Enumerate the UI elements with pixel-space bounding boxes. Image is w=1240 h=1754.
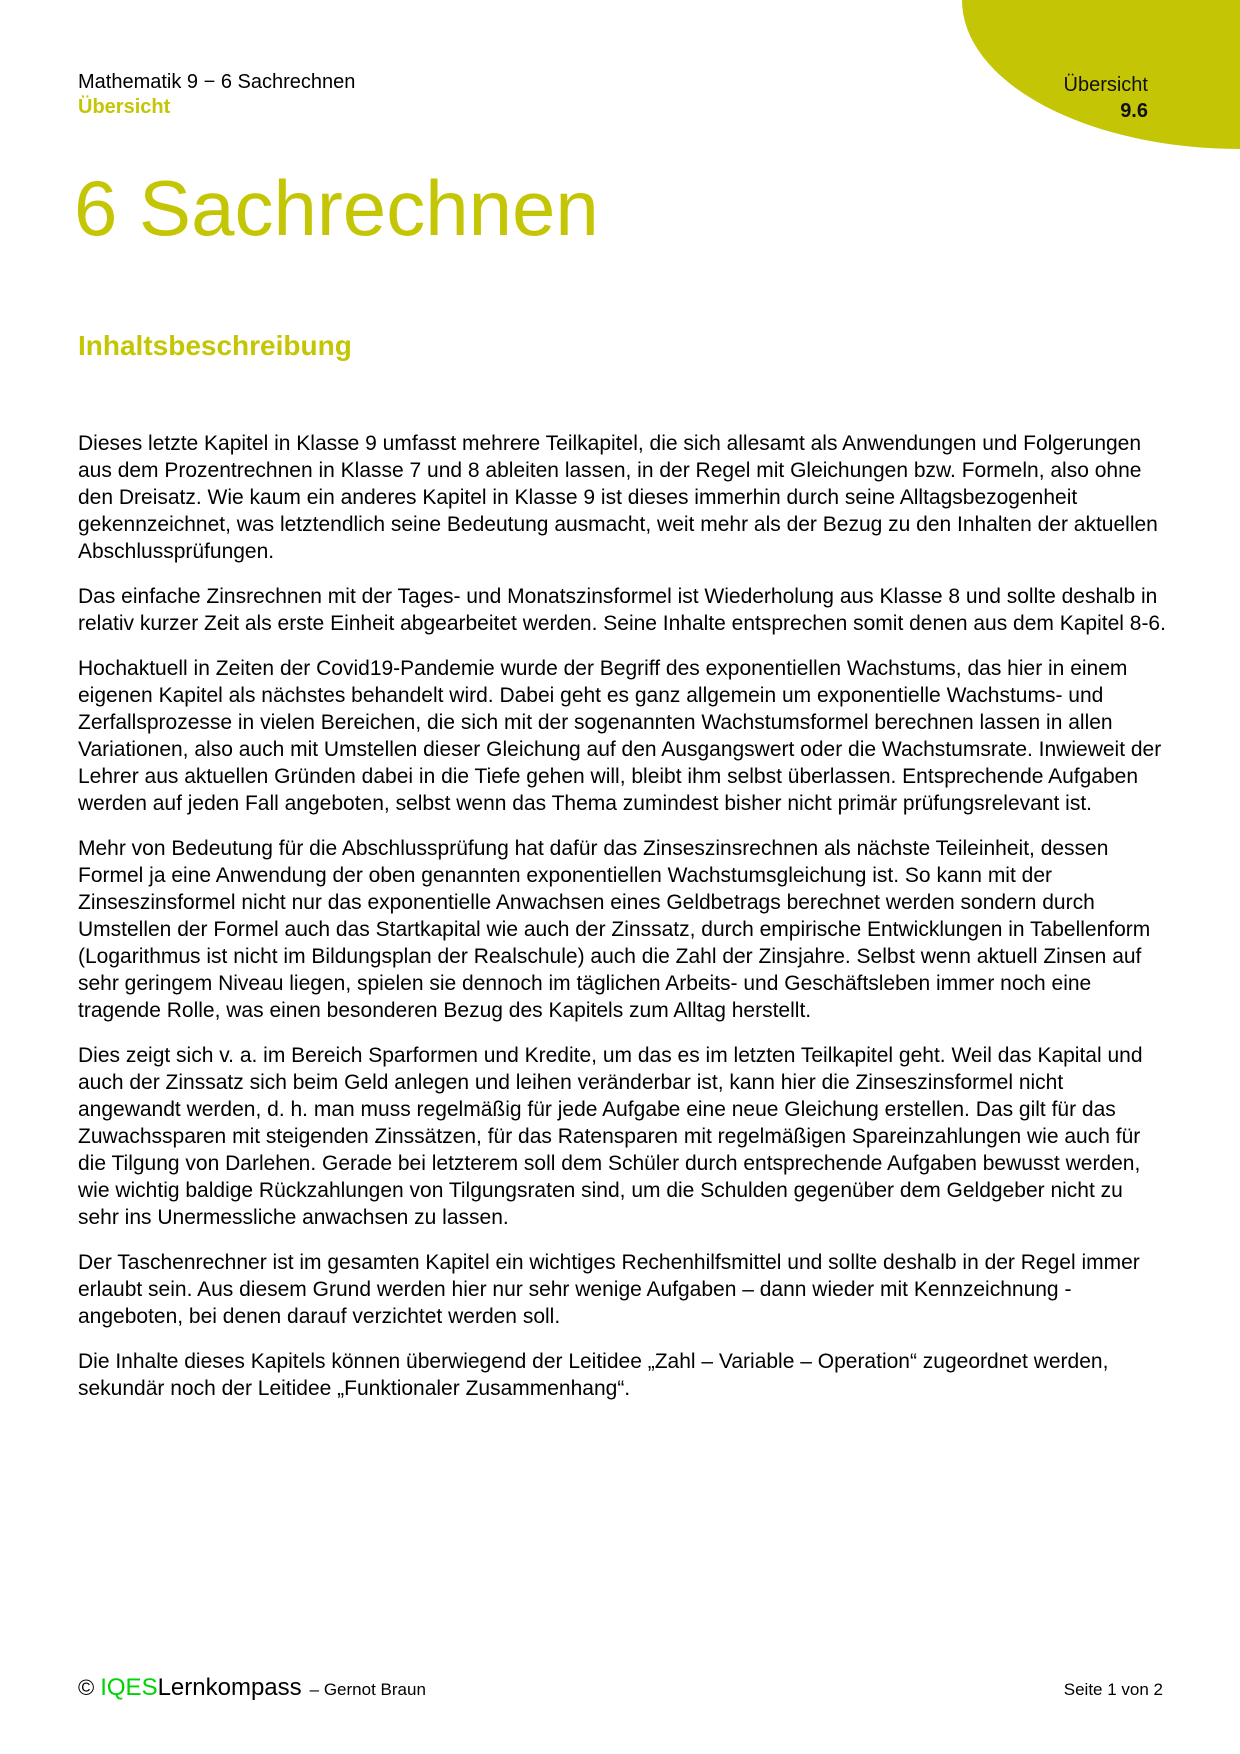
header-course-title: Mathematik 9 − 6 Sachrechnen [78, 71, 356, 93]
paragraph-3: Hochaktuell in Zeiten der Covid19-Pandemie wurde der Begriff des exponentiellen Wachstums, das hier in einem eigenen Kapitel als nächstes behandelt wird. Dabei geht es ganz allgemein um exponentielle Wachstums- und Zerfallsprozesse in vielen Bereichen, die sich mit der sogenannten Wachstumsformel berechnen lassen in allen Variationen, also auch mit Umstellen dieser Gleichung auf den Ausgangswert oder die Wachstumsrate. Inwieweit der Lehrer aus aktuellen Gründen dabei in die Tiefe gehen will, bleibt ihm selbst überlassen. Entsprechende Aufgaben werden auf jeden Fall angeboten, selbst wenn das Thema zumindest bisher nicht primär prüfungsrelevant ist. [78, 657, 1162, 815]
corner-tab [962, 0, 1240, 149]
page-header [78, 70, 355, 120]
copyright-icon: © [78, 1675, 95, 1700]
brand-lernkompass: Lernkompass [157, 1674, 302, 1701]
paragraph-6: Der Taschenrechner ist im gesamten Kapitel ein wichtiges Rechenhilfsmittel und sollte deshalb in der Regel immer erlaubt sein. Aus diesem Grund werden hier nur sehr wenige Aufgaben – dann wieder mit Kennzeichnung - angeboten, bei denen darauf verzichtet werden soll. [78, 1251, 1140, 1328]
corner-tab-label: Übersicht [1063, 74, 1148, 96]
document-title: 6 Sachrechnen [74, 164, 599, 252]
corner-tab-text [1064, 72, 1148, 124]
header-section-label: Übersicht [78, 96, 171, 118]
body-text [78, 430, 1166, 1420]
paragraph-2: Das einfache Zinsrechnen mit der Tages- und Monatszinsformel ist Wiederholung aus Klasse 8 und sollte deshalb in relativ kurzer Zeit als erste Einheit abgearbeitet werden. Seine Inhalte entsprechen somit denen aus dem Kapitel 8-6. [78, 585, 1166, 635]
corner-tab-number: 9.6 [1120, 100, 1148, 122]
paragraph-5: Dies zeigt sich v. a. im Bereich Sparformen und Kredite, um das es im letzten Teilkapitel geht. Weil das Kapital und auch der Zinssatz sich beim Geld anlegen und leihen veränderbar ist, kann hier die Zinseszinsformel nicht angewandt werden, d. h. man muss regelmäßig für jede Aufgabe eine neue Gleichung erstellen. Das gilt für das Zuwachssparen mit steigenden Zinssätzen, für das Ratensparen mit regelmäßigen Spareinzahlungen wie auch für die Tilgung von Darlehen. Gerade bei letzterem soll dem Schüler durch entsprechende Aufgaben bewusst werden, wie wichtig baldige Rückzahlungen von Tilgungsraten sind, um die Schulden gegenüber dem Geldgeber nicht zu sehr ins Unermessliche anwachsen zu lassen. [78, 1044, 1143, 1229]
footer-brand [78, 1674, 426, 1702]
footer-author: – Gernot Braun [309, 1680, 426, 1699]
brand-iqes: IQES [100, 1674, 158, 1701]
page-indicator: Seite 1 von 2 [1063, 1680, 1163, 1699]
section-heading: Inhaltsbeschreibung [78, 330, 352, 361]
paragraph-4: Mehr von Bedeutung für die Abschlussprüfung hat dafür das Zinseszinsrechnen als nächste Teileinheit, dessen Formel ja eine Anwendung der oben genannten exponentiellen Wachstumsgleichung ist. So kann mit der Zinseszinsformel nicht nur das exponentielle Anwachsen eines Geldbetrags berechnet werden sondern durch Umstellen der Formel auch das Startkapital wie auch der Zinssatz, durch empirische Entwicklungen in Tabellenform (Logarithmus ist nicht im Bildungsplan der Realschule) auch die Zahl der Zinsjahre. Selbst wenn aktuell Zinsen auf sehr geringem Niveau liegen, spielen sie dennoch im täglichen Arbeits- und Geschäftsleben immer noch eine tragende Rolle, was einen besonderen Bezug des Kapitels zum Alltag herstellt. [78, 837, 1151, 1022]
paragraph-1: Dieses letzte Kapitel in Klasse 9 umfasst mehrere Teilkapitel, die sich allesamt als Anwendungen und Folgerungen aus dem Prozentrechnen in Klasse 7 und 8 ableiten lassen, in der Regel mit Gleichungen bzw. Formeln, also ohne den Dreisatz. Wie kaum ein anderes Kapitel in Klasse 9 ist dieses immerhin durch seine Alltagsbezogenheit gekennzeichnet, was letztendlich seine Bedeutung ausmacht, weit mehr als der Bezug zu den Inhalten der aktuellen Abschlussprüfungen. [78, 432, 1158, 563]
paragraph-7: Die Inhalte dieses Kapitels können überwiegend der Leitidee „Zahl – Variable – Operation“ zugeordnet werden, sekundär noch der Leitidee „Funktionaler Zusammenhang“. [78, 1350, 1109, 1400]
page-footer [78, 1674, 1163, 1702]
